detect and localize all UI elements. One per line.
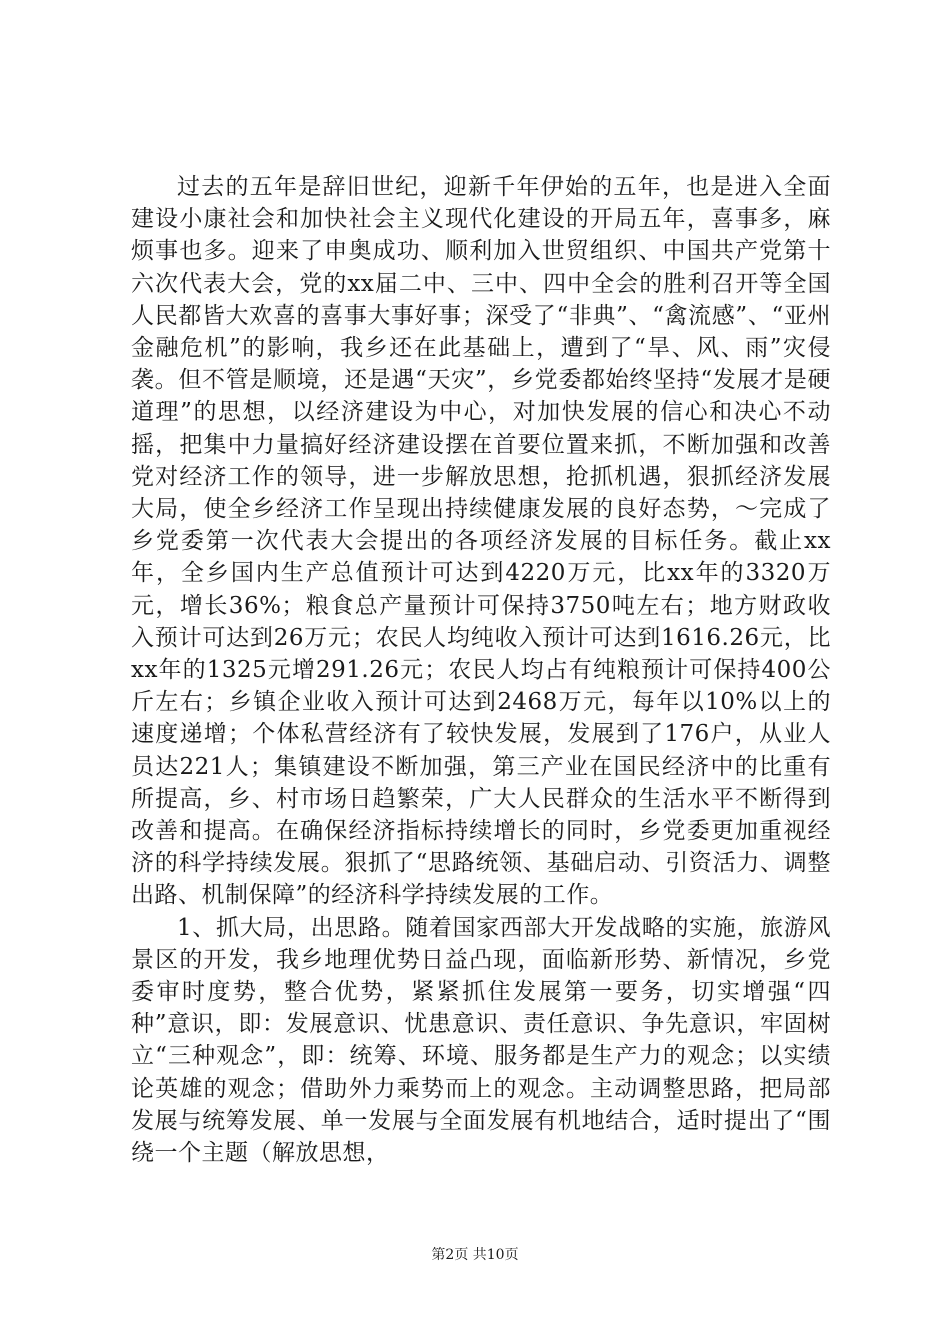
- document-body: [131, 171, 831, 1169]
- paragraph-2: 1、抓大局，出思路。随着国家西部大开发战略的实施，旅游风景区的开发，我乡地理优势日益凸现，面临新形势、新情况，乡党委审时度势，整合优势，紧紧抓住发展第一要务，切实增强“四种”意识，即：发展意识、忧患意识、责任意识、争先意识，牢固树立“三种观念”，即：统筹、环境、服务都是生产力的观念；以实绩论英雄的观念；借助外力乘势而上的观念。主动调整思路，把局部发展与统筹发展、单一发展与全面发展有机地结合，适时提出了“围绕一个主题（解放思想，: [131, 914, 831, 1167]
- paragraph-1: 过去的五年是辞旧世纪，迎新千年伊始的五年，也是进入全面建设小康社会和加快社会主义现代化建设的开局五年，喜事多，麻烦事也多。迎来了申奥成功、顺利加入世贸组织、中国共产党第十六次代表大会，党的xx届二中、三中、四中全会的胜利召开等全国人民都皆大欢喜的喜事大事好事；深受了“非典”、“禽流感”、“亚州金融危机”的影响，我乡还在此基础上，遭到了“旱、风、雨”灾侵袭。但不管是顺境，还是遇“天灾”，乡党委都始终坚持“发展才是硬道理”的思想，以经济建设为中心，对加快发展的信心和决心不动摇，把集中力量搞好经济建设摆在首要位置来抓，不断加强和改善党对经济工作的领导，进一步解放思想，抢抓机遇，狠抓经济发展大局，使全乡经济工作呈现出持续健康发展的良好态势，～完成了乡党委第一次代表大会提出的各项经济发展的目标任务。截止xx年，全乡国内生产总值预计可达到4220万元，比xx年的3320万元，增长36%；粮食总产量预计可保持3750吨左右；地方财政收入预计可达到26万元；农民人均纯收入预计可达到1616.26元，比xx年的1325元增291.26元；农民人均占有纯粮预计可保持400公斤左右；乡镇企业收入预计可达到2468万元，每年以10%以上的速度递增；个体私营经济有了较快发展，发展到了176户，从业人员达221人；集镇建设不断加强，第三产业在国民经济中的比重有所提高，乡、村市场日趋繁荣，广大人民群众的生活水平不断得到改善和提高。在确保经济指标持续增长的同时，乡党委更加重视经济的科学持续发展。狠抓了“思路统领、基础启动、引资活力、调整出路、机制保障”的经济科学持续发展的工作。: [131, 174, 831, 909]
- page-number-footer: 第2页 共10页: [431, 1247, 519, 1263]
